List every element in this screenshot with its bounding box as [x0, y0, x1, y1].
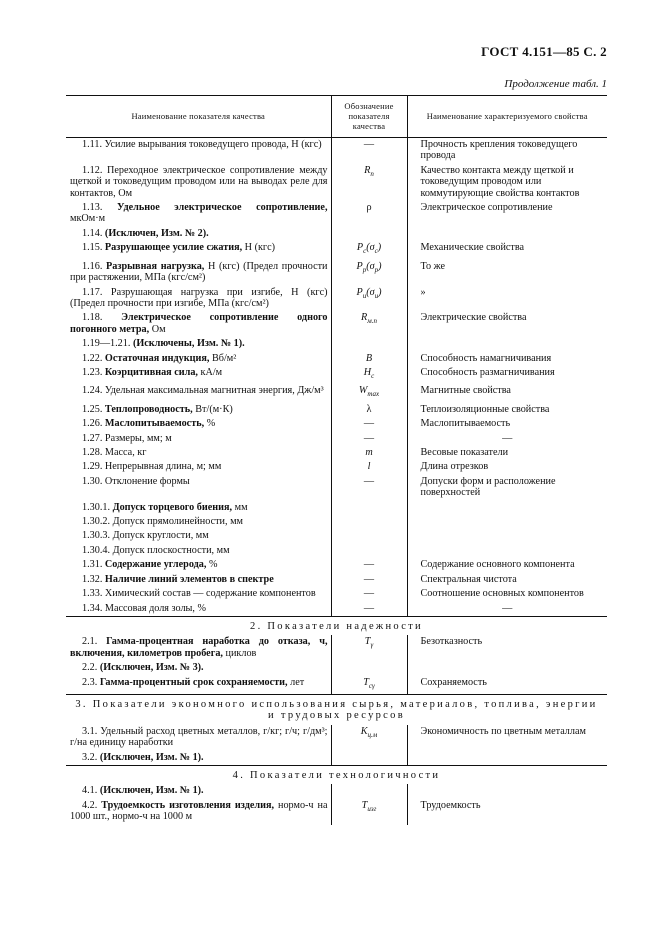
indicator-name: 1.22. Остаточная индукция, Вб/м²: [82, 352, 237, 364]
indicator-name: 1.12. Переходное электрическое сопротивление между щеткой и токоведущим проводом или на выводах реле для контактов, Ом: [70, 164, 328, 199]
characterized-property: Допуски форм и расположение поверхностей: [420, 475, 556, 499]
indicator-designation: —: [331, 573, 407, 587]
section-heading: 2. Показатели надежности: [66, 616, 607, 635]
indicator-designation: $T_\gamma$: [331, 635, 407, 661]
table-row: [66, 501, 607, 515]
indicator-name: 1.30.3. Допуск круглости, мм: [82, 530, 209, 542]
table-row: [66, 460, 607, 474]
indicator-name: 1.29. Непрерывная длина, м; мм: [82, 461, 222, 473]
indicator-name: 1.30.1. Допуск торцевого биения, мм: [82, 501, 248, 513]
table-row: [66, 573, 607, 587]
indicator-designation: $R_{м.п}$: [331, 311, 407, 337]
indicator-designation: —: [331, 602, 407, 617]
characterized-property: [407, 784, 607, 798]
characterized-property: »: [420, 286, 426, 298]
indicator-designation: $R_п$: [331, 164, 407, 201]
table-row: [66, 286, 607, 312]
table-row: [66, 676, 607, 695]
table-row: [66, 602, 607, 617]
indicator-designation: —: [331, 587, 407, 601]
indicator-name: 3.2. (Исключен, Изм. № 1).: [82, 751, 204, 763]
indicator-designation: $H_c$: [331, 366, 407, 384]
characterized-property: Способность намагничивания: [420, 352, 552, 364]
indicator-name: 1.16. Разрывная нагрузка, Н (кгс) (Предел прочности при растяжении, МПа (кгс/см²): [70, 260, 328, 284]
indicator-name: 1.18. Электрическое сопротивление одного погонного метра, Ом: [70, 312, 328, 335]
indicator-designation: [331, 337, 407, 351]
characterized-property: [407, 661, 607, 675]
indicator-designation: —: [331, 558, 407, 572]
characterized-property: Механические свойства: [420, 242, 525, 254]
indicator-designation: [331, 784, 407, 798]
indicator-name: 1.31. Содержание углерода, %: [82, 559, 218, 571]
characterized-property: [407, 227, 607, 241]
table-row: [66, 311, 607, 337]
characterized-property: Электрические свойства: [420, 312, 527, 324]
indicator-designation: B: [331, 352, 407, 366]
table-row: [66, 241, 607, 259]
table-row: [66, 352, 607, 366]
table-row: [66, 587, 607, 601]
indicator-name: 1.32. Наличие линий элементов в спектре: [82, 573, 274, 585]
indicator-name: 1.30. Отклонение формы: [82, 475, 190, 487]
indicator-name: 2.1. Гамма-процентная наработка до отказа, ч, включения, километров пробега, циклов: [70, 636, 328, 659]
indicator-designation: $P_с(\sigma_с)$: [331, 241, 407, 259]
table-row: [66, 201, 607, 227]
characterized-property: Электрическое сопротивление: [420, 202, 553, 214]
indicator-name: 1.28. Масса, кг: [82, 447, 147, 459]
characterized-property: Длина отрезков: [420, 461, 489, 473]
characterized-property: Весовые показатели: [420, 447, 509, 459]
characterized-property: Трудоемкость: [420, 799, 481, 811]
table-row: [66, 515, 607, 529]
table-row: [66, 260, 607, 286]
header-designation: Обозначение показателя качества: [331, 96, 407, 138]
table-row: [66, 751, 607, 766]
table-row: [66, 403, 607, 417]
indicator-designation: $T_{с\gamma}$: [331, 676, 407, 695]
characterized-property: То же: [420, 260, 446, 272]
characterized-property: Сохраняемость: [420, 676, 487, 688]
characterized-property: [407, 515, 607, 529]
table-row: [66, 432, 607, 446]
table-row: [66, 337, 607, 351]
section-heading: 3. Показатели экономного использования сырья, материалов, топлива, энергии и трудовых ресурсов: [66, 694, 607, 724]
table-row: [66, 799, 607, 825]
indicator-designation: [331, 529, 407, 543]
indicator-name: 2.2. (Исключен, Изм. № 3).: [82, 662, 204, 674]
indicator-name: 1.19—1.21. (Исключены, Изм. № 1).: [82, 338, 245, 350]
table-row: [66, 446, 607, 460]
characterized-property: Содержание основного компонента: [420, 559, 575, 571]
indicator-designation: [331, 661, 407, 675]
header-name: Наименование показателя качества: [66, 96, 331, 138]
table-row: [66, 227, 607, 241]
characterized-property: Теплоизоляционные свойства: [420, 403, 550, 415]
indicator-name: 1.30.2. Допуск прямолинейности, мм: [82, 516, 243, 528]
indicator-name: 4.2. Трудоемкость изготовления изделия, нормо-ч на 1000 шт., нормо-ч на 1000 м: [70, 799, 328, 823]
indicator-designation: l: [331, 460, 407, 474]
characterized-property: Маслопитываемость: [420, 418, 511, 430]
section-heading: 4. Показатели технологичности: [66, 766, 607, 785]
characterized-property: Соотношение основных компонентов: [420, 588, 584, 600]
indicator-name: 1.33. Химический состав — содержание компонентов: [82, 588, 316, 600]
characterized-property: Экономичность по цветным металлам: [420, 725, 586, 737]
table-row: [66, 164, 607, 201]
table-row: [66, 475, 607, 501]
characterized-property: [407, 529, 607, 543]
table-row: [66, 529, 607, 543]
indicator-name: 1.13. Удельное электрическое сопротивление, мкОм·м: [70, 202, 328, 225]
indicator-designation: $P_р(\sigma_р)$: [331, 260, 407, 286]
characterized-property: Магнитные свойства: [420, 385, 511, 397]
table-row: [66, 138, 607, 164]
header-property: Наименование характеризуемого свойства: [407, 96, 607, 138]
quality-indicators-table: [66, 95, 607, 825]
characterized-property: —: [502, 432, 513, 444]
page-header: ГОСТ 4.151—85 С. 2: [481, 44, 607, 59]
table-row: [66, 661, 607, 675]
indicator-designation: $T_{изг}$: [331, 799, 407, 825]
characterized-property: Прочность крепления токоведущего провода: [420, 139, 578, 162]
characterized-property: —: [502, 602, 513, 614]
characterized-property: [407, 544, 607, 558]
indicator-name: 1.26. Маслопитываемость, %: [82, 418, 216, 430]
table-row: [66, 635, 607, 661]
characterized-property: [407, 751, 607, 766]
indicator-designation: $W_{max}$: [331, 384, 407, 402]
indicator-designation: —: [331, 475, 407, 501]
indicator-name: 1.24. Удельная максимальная магнитная энергия, Дж/м³: [82, 385, 324, 397]
table-row: [66, 558, 607, 572]
indicator-name: 1.14. (Исключен, Изм. № 2).: [82, 227, 209, 239]
characterized-property: Способность размагничивания: [420, 366, 555, 378]
characterized-property: [407, 337, 607, 351]
table-row: [66, 417, 607, 431]
indicator-name: 2.3. Гамма-процентный срок сохраняемости, лет: [82, 676, 305, 688]
indicator-designation: $K_{ц.м}$: [331, 725, 407, 751]
indicator-name: 1.27. Размеры, мм; м: [82, 432, 172, 444]
table-row: [66, 544, 607, 558]
indicator-designation: [331, 751, 407, 766]
indicator-name: 1.17. Разрушающая нагрузка при изгибе, Н (кгс) (Предел прочности при изгибе, МПа (кгс/см²): [70, 286, 328, 309]
characterized-property: Спектральная чистота: [420, 573, 517, 585]
characterized-property: Безотказность: [420, 636, 483, 648]
indicator-name: 1.11. Усилие вырывания токоведущего провода, Н (кгс): [82, 139, 322, 150]
indicator-designation: $P_и(\sigma_и)$: [331, 286, 407, 312]
indicator-designation: —: [331, 432, 407, 446]
characterized-property: [407, 501, 607, 515]
indicator-designation: [331, 515, 407, 529]
indicator-name: 1.34. Массовая доля золы, %: [82, 602, 206, 614]
indicator-name: 1.23. Коэрцитивная сила, кА/м: [82, 366, 223, 378]
table-continuation-label: Продолжение табл. 1: [504, 78, 607, 90]
indicator-name: 3.1. Удельный расход цветных металлов, г/кг; г/ч; г/дм³; г/на единицу наработки: [70, 725, 328, 749]
indicator-name: 1.30.4. Допуск плоскостности, мм: [82, 544, 230, 556]
indicator-name: 4.1. (Исключен, Изм. № 1).: [82, 785, 204, 797]
indicator-designation: m: [331, 446, 407, 460]
characterized-property: Качество контакта между щеткой и токоведущим проводом или коммутирующие свойства контактов: [420, 164, 580, 199]
indicator-designation: [331, 227, 407, 241]
table-row: [66, 366, 607, 384]
indicator-name: 1.25. Теплопроводность, Вт/(м·К): [82, 403, 233, 415]
indicator-designation: —: [331, 138, 407, 164]
table-row: [66, 384, 607, 402]
indicator-name: 1.15. Разрушающее усилие сжатия, Н (кгс): [82, 242, 276, 254]
indicator-designation: ρ: [331, 201, 407, 227]
indicator-designation: λ: [331, 403, 407, 417]
table-row: [66, 725, 607, 751]
indicator-designation: —: [331, 417, 407, 431]
table-row: [66, 784, 607, 798]
indicator-designation: [331, 544, 407, 558]
indicator-designation: [331, 501, 407, 515]
